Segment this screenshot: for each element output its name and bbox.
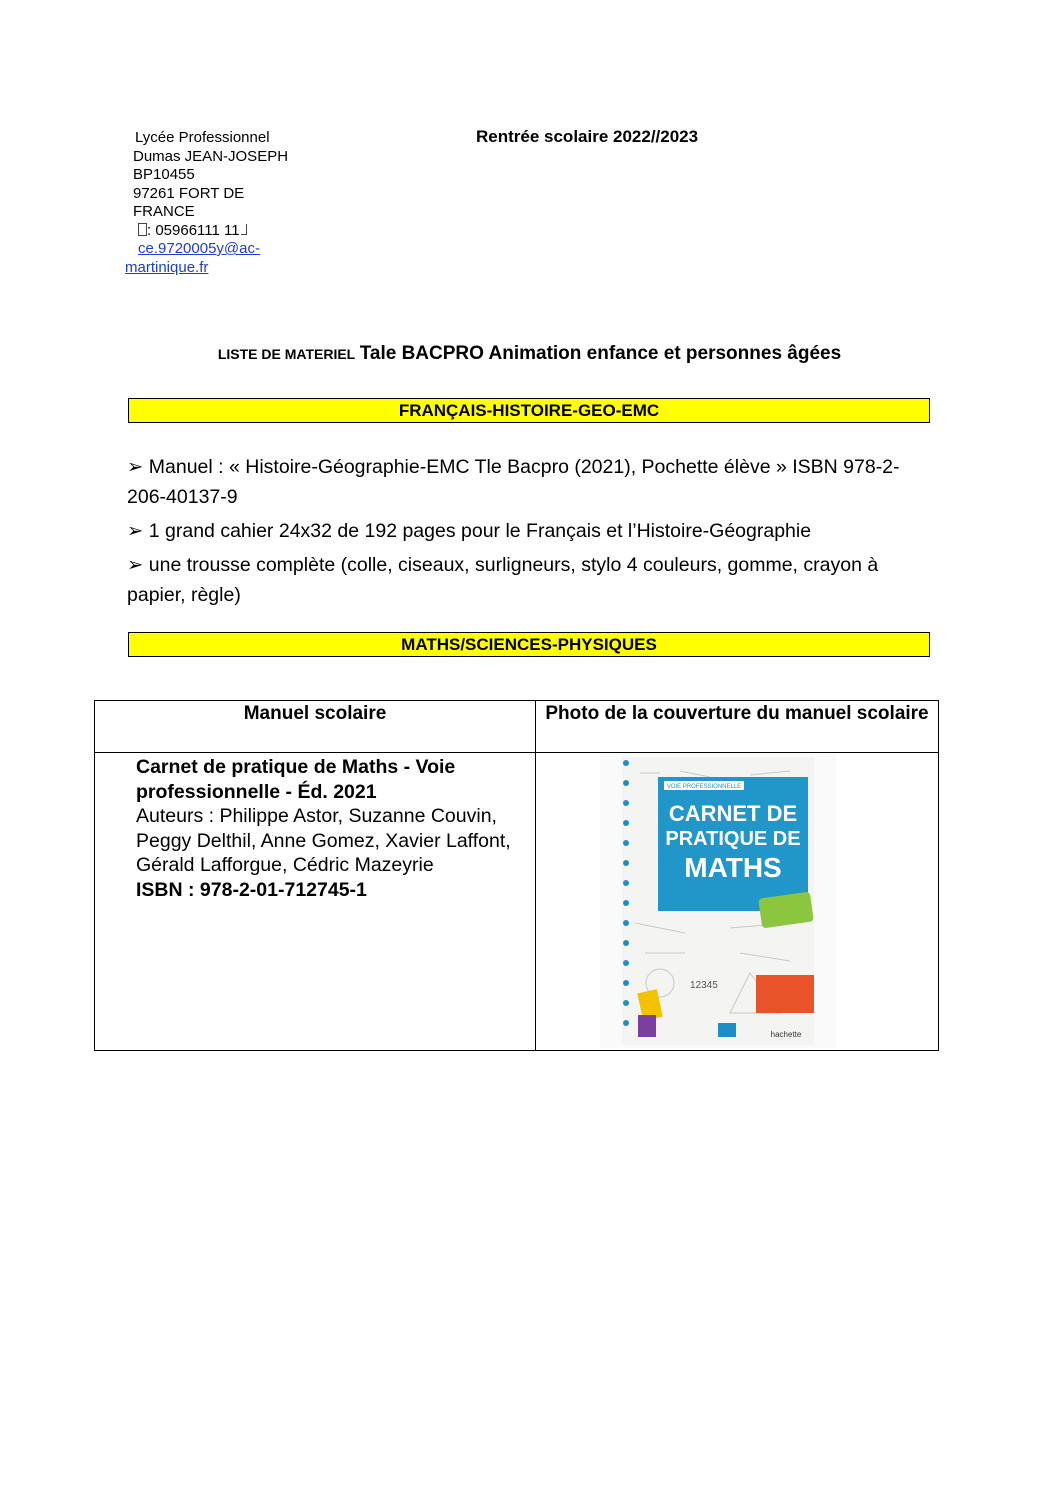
list-item: ➢ 1 grand cahier 24x32 de 192 pages pour le Français et l’Histoire-Géographie [127,520,812,542]
phone-icon [138,223,147,236]
title-main: Tale BACPRO Animation enfance et personnes âgées [359,343,842,364]
cover-publisher: hachette [770,1030,802,1039]
books-table [94,700,939,1051]
book-info-cell [95,753,536,1051]
book-title: Carnet de pratique de Maths - Voie professionnelle - Éd. 2021 [136,756,456,803]
phone-line [125,222,315,241]
address-line: Dumas JEAN-JOSEPH [133,147,289,165]
phone-number: : 05966111 11 [147,221,240,239]
address-line: Lycée Professionnel [135,129,270,146]
school-year: Rentrée scolaire 2022//2023 [476,127,699,146]
address-line: 97261 FORT DE [133,184,245,202]
arrow-bullet-icon: ➢ [127,456,144,478]
table-row [95,753,939,1051]
page-title [0,343,1059,365]
email-link-continued[interactable]: martinique.fr [125,258,209,276]
cover-line2: PRATIQUE DE [665,828,801,850]
materials-list [127,452,937,614]
table-header-row [95,701,939,753]
cover-line3: MATHS [684,852,782,883]
book-cover-cell [536,753,939,1051]
address-line: BP10455 [133,166,195,183]
book-authors: Auteurs : Philippe Astor, Suzanne Couvin, Peggy Delthil, Anne Gomez, Xavier Laffont, Gérald Lafforgue, Cédric Mazeyrie [136,805,511,876]
arrow-bullet-icon: ➢ [127,520,144,542]
section-heading-francais: FRANÇAIS-HISTOIRE-GEO-EMC [128,398,930,423]
section-heading-maths: MATHS/SCIENCES-PHYSIQUES [128,632,930,657]
book-isbn: ISBN : 978-2-01-712745-1 [136,878,367,901]
cover-number: 12345 [690,980,718,991]
column-header-photo: Photo de la couverture du manuel scolaire [536,701,939,753]
book-cover-image [600,753,836,1048]
column-header-manual: Manuel scolaire [95,701,536,753]
list-item: ➢ Manuel : « Histoire-Géographie-EMC Tle Bacpro (2021), Pochette élève » ISBN 978-2-206-40137-9 [127,456,900,508]
cover-line1: CARNET DE [668,801,798,826]
school-address [125,129,315,277]
list-item: ➢ une trousse complète (colle, ciseaux, surligneurs, stylo 4 couleurs, gomme, crayon à papier, règle) [127,554,879,606]
email-link[interactable]: ce.9720005y@ac- [138,240,260,257]
arrow-bullet-icon: ➢ [127,554,144,576]
title-prefix: LISTE DE MATERIEL [217,346,356,362]
phone-extension-icon [241,224,247,235]
cover-top-label: VOIE PROFESSIONNELLE [666,784,742,790]
address-line: FRANCE [133,203,195,220]
